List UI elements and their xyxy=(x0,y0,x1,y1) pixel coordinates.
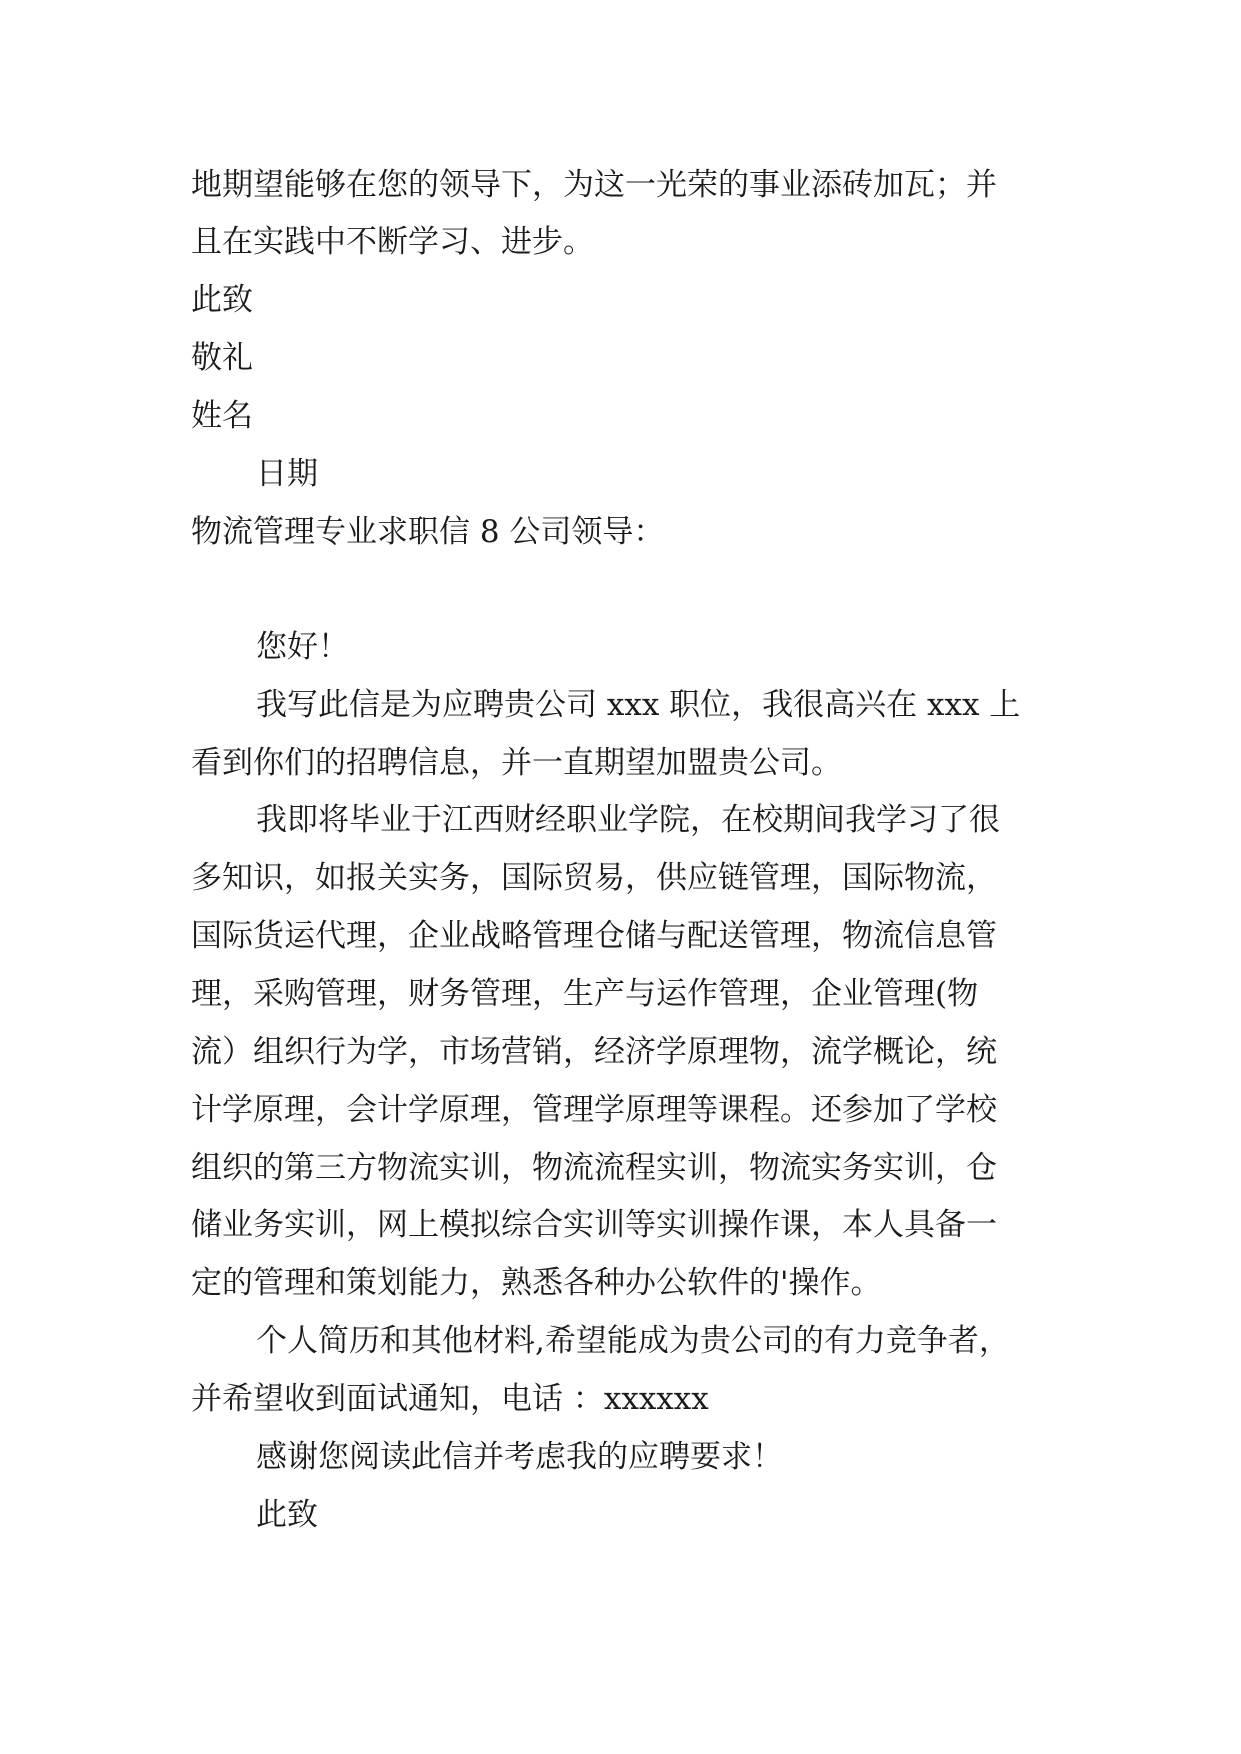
salute-line: 敬礼 xyxy=(191,340,253,376)
body-line: 多知识，如报关实务，国际贸易，供应链管理，国际物流， xyxy=(191,860,997,896)
body-line: 组织的第三方物流实训，物流流程实训，物流实务实训，仓 xyxy=(191,1150,997,1186)
body-line: 定的管理和策划能力，熟悉各种办公软件的'操作。 xyxy=(191,1265,882,1301)
body-line: 并希望收到面试通知，电话 ：xxxxxx xyxy=(191,1381,709,1417)
body-line: 且在实践中不断学习、进步。 xyxy=(191,224,594,260)
body-line: 我写此信是为应聘贵公司 xxx 职位，我很高兴在 xxx 上 xyxy=(256,687,1021,723)
body-line: 国际货运代理，企业战略管理仓储与配送管理，物流信息管 xyxy=(191,918,997,954)
signature-name: 姓名 xyxy=(191,398,253,434)
signature-date: 日期 xyxy=(256,456,318,492)
thanks-line: 感谢您阅读此信并考虑我的应聘要求！ xyxy=(256,1439,783,1475)
body-line: 我即将毕业于江西财经职业学院，在校期间我学习了很 xyxy=(256,802,1000,838)
body-line: 地期望能够在您的领导下，为这一光荣的事业添砖加瓦；并 xyxy=(191,167,997,203)
body-line: 个人简历和其他材料,希望能成为贵公司的有力竞争者， xyxy=(256,1323,1010,1359)
body-line: 储业务实训，网上模拟综合实训等实训操作课，本人具备一 xyxy=(191,1207,997,1243)
closing-line: 此致 xyxy=(256,1497,318,1533)
body-line: 理，采购管理，财务管理，生产与运作管理，企业管理(物 xyxy=(191,976,979,1012)
closing-line: 此致 xyxy=(191,282,253,318)
body-line: 看到你们的招聘信息，并一直期望加盟贵公司。 xyxy=(191,745,842,781)
letter-heading: 物流管理专业求职信 8 公司领导： xyxy=(191,514,665,550)
greeting-line: 您好！ xyxy=(256,629,349,665)
body-line: 计学原理，会计学原理，管理学原理等课程。还参加了学校 xyxy=(191,1092,997,1128)
body-line: 流）组织行为学，市场营销，经济学原理物，流学概论，统 xyxy=(191,1034,997,1070)
